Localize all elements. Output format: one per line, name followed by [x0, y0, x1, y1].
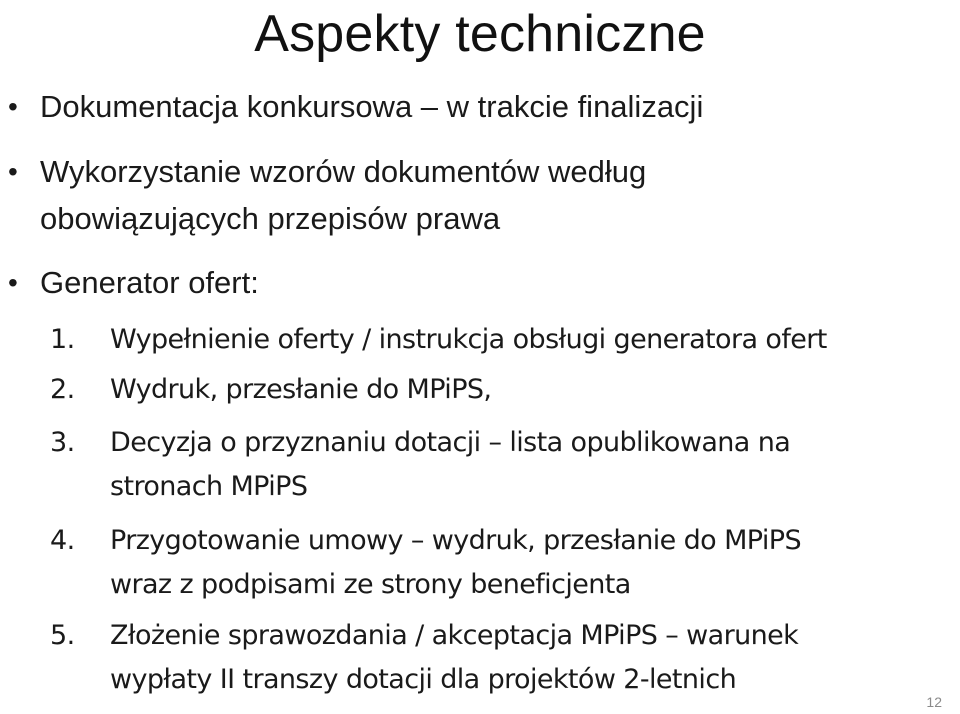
step-item	[50, 318, 930, 362]
step-number: 3.	[50, 427, 75, 458]
bullet-text-line-2: obowiązujących przepisów prawa	[40, 201, 501, 236]
step-text-line-2: wypłaty II transzy dotacji dla projektów 2-letnich	[110, 664, 737, 695]
step-text-line-2: wraz z podpisami ze strony beneficjenta	[110, 569, 631, 600]
step-item	[50, 614, 930, 702]
bullet-item	[8, 148, 920, 242]
bullet-text: Generator ofert:	[40, 265, 259, 300]
step-number: 4.	[50, 525, 75, 556]
step-text-line-1: Przygotowanie umowy – wydruk, przesłanie do MPiPS	[110, 525, 801, 556]
bullet-dot-icon: •	[8, 267, 18, 298]
step-text: Wydruk, przesłanie do MPiPS,	[110, 374, 492, 405]
slide-title: Aspekty techniczne	[254, 5, 706, 63]
step-text: Wypełnienie oferty / instrukcja obsługi generatora ofert	[110, 324, 827, 355]
step-number: 5.	[50, 620, 75, 651]
bullet-text-line-1: Wykorzystanie wzorów dokumentów według	[40, 154, 647, 189]
step-text-line-2: stronach MPiPS	[110, 471, 308, 502]
step-item	[50, 421, 930, 509]
step-number: 1.	[50, 324, 75, 355]
bullet-item	[8, 83, 920, 130]
step-text-line-1: Decyzja o przyznaniu dotacji – lista opublikowana na	[110, 427, 791, 458]
step-text-line-1: Złożenie sprawozdania / akceptacja MPiPS – warunek	[110, 620, 799, 651]
bullet-item	[8, 259, 920, 306]
bullet-dot-icon: •	[8, 91, 18, 122]
bullet-dot-icon: •	[8, 156, 18, 187]
bullet-text: Dokumentacja konkursowa – w trakcie finalizacji	[40, 89, 704, 124]
step-item	[50, 368, 930, 412]
step-item	[50, 519, 930, 607]
page-number: 12	[926, 694, 942, 710]
step-number: 2.	[50, 374, 75, 405]
